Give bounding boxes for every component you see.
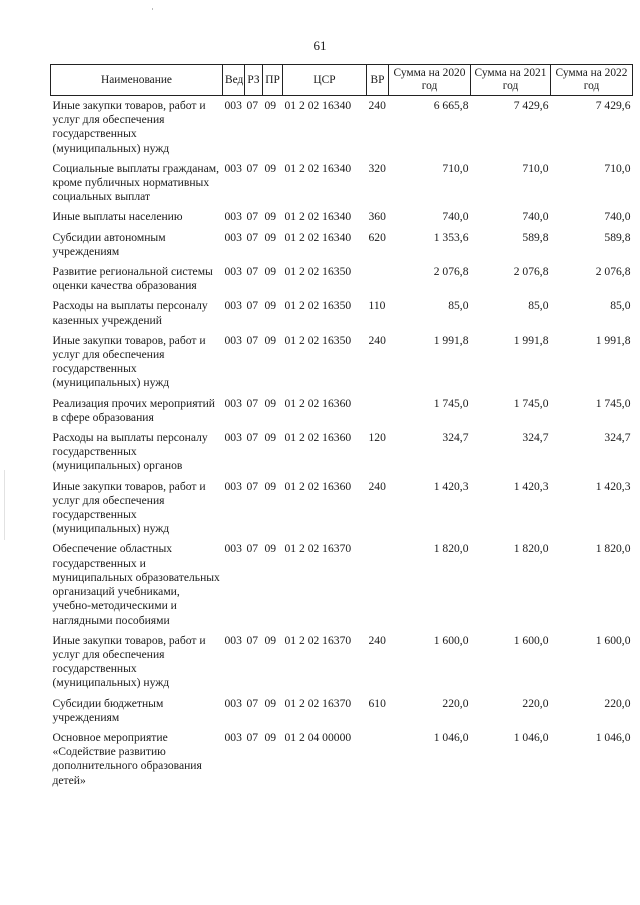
row-sum-2022: 324,7: [604, 431, 631, 445]
row-ved: 003: [224, 479, 242, 493]
table-row: [51, 477, 633, 540]
row-name: Расходы на выплаты персоналу государственных (муниципальных) органов: [52, 431, 208, 473]
table-row: [51, 539, 633, 630]
row-sum-2022: 1 745,0: [595, 396, 631, 410]
row-ved: 003: [224, 730, 242, 744]
header-csr: ЦСР: [283, 65, 367, 96]
table-row: [51, 394, 633, 428]
row-ved: 003: [224, 431, 242, 445]
row-name: Иные закупки товаров, работ и услуг для обеспечения государственных (муниципальных) нужд: [52, 633, 206, 690]
row-name: Иные закупки товаров, работ и услуг для обеспечения государственных (муниципальных) нужд: [52, 333, 206, 390]
row-pr: 09: [264, 633, 277, 647]
row-vr: 610: [368, 696, 386, 710]
row-sum-2022: 1 420,3: [595, 479, 631, 493]
table-row: [51, 96, 633, 159]
row-pr: 09: [264, 696, 277, 710]
row-sum-2021: 589,8: [522, 230, 549, 244]
row-name: Расходы на выплаты персоналу казенных учреждений: [52, 299, 208, 327]
row-sum-2021: 1 991,8: [513, 333, 549, 347]
row-rz: 07: [246, 479, 259, 493]
header-ved: Вед: [223, 65, 245, 96]
row-sum-2022: 1 046,0: [595, 730, 631, 744]
row-csr: 01 2 02 16370: [284, 542, 352, 556]
row-rz: 07: [246, 730, 259, 744]
row-sum-2020: 2 076,8: [433, 265, 469, 279]
row-sum-2022: 7 429,6: [595, 99, 631, 112]
row-vr: [367, 539, 389, 630]
row-sum-2021: 1 600,0: [513, 633, 549, 647]
row-name: Основное мероприятие «Содействие развитию дополнительного образования детей»: [52, 730, 202, 787]
row-sum-2020: 85,0: [448, 299, 469, 313]
row-vr: [367, 262, 389, 296]
row-rz: 07: [246, 230, 259, 244]
row-ved: 003: [224, 633, 242, 647]
row-sum-2020: 1 991,8: [433, 333, 469, 347]
row-ved: 003: [224, 696, 242, 710]
row-ved: 003: [224, 542, 242, 556]
row-pr: 09: [264, 161, 277, 175]
row-sum-2021: 710,0: [522, 161, 549, 175]
row-sum-2022: 710,0: [604, 161, 631, 175]
table-row: [51, 728, 633, 791]
row-sum-2021: 220,0: [522, 696, 549, 710]
row-sum-2020: 1 820,0: [433, 542, 469, 556]
row-csr: 01 2 02 16370: [284, 696, 352, 710]
row-ved: 003: [224, 265, 242, 279]
row-csr: 01 2 02 16360: [284, 396, 352, 410]
row-sum-2021: 740,0: [522, 210, 549, 224]
table-row: [51, 296, 633, 330]
row-vr: [367, 394, 389, 428]
row-csr: 01 2 02 16340: [284, 210, 352, 224]
row-csr: 01 2 04 00000: [284, 730, 352, 744]
row-sum-2020: 220,0: [442, 696, 469, 710]
row-name: Иные закупки товаров, работ и услуг для обеспечения государственных (муниципальных) нужд: [52, 99, 206, 155]
row-sum-2021: 1 745,0: [513, 396, 549, 410]
scan-speck: [152, 8, 153, 10]
row-sum-2020: 6 665,8: [433, 99, 469, 112]
header-sum-2021: Сумма на 2021 год: [471, 65, 551, 96]
header-name: Наименование: [51, 65, 223, 96]
row-sum-2020: 1 353,6: [433, 230, 469, 244]
page-number: 61: [313, 38, 327, 53]
row-name: Развитие региональной системы оценки качества образования: [52, 265, 213, 293]
row-csr: 01 2 02 16360: [284, 431, 352, 445]
row-rz: 07: [246, 99, 259, 112]
row-rz: 07: [246, 696, 259, 710]
row-vr: 240: [368, 633, 386, 647]
row-vr: 240: [368, 479, 386, 493]
table-row: [51, 228, 633, 262]
row-pr: 09: [264, 730, 277, 744]
table-row: [51, 631, 633, 694]
row-vr: 620: [368, 230, 386, 244]
row-sum-2022: 1 820,0: [595, 542, 631, 556]
row-csr: 01 2 02 16350: [284, 333, 352, 347]
row-sum-2020: 1 600,0: [433, 633, 469, 647]
row-rz: 07: [246, 265, 259, 279]
row-csr: 01 2 02 16360: [284, 479, 352, 493]
row-pr: 09: [264, 431, 277, 445]
row-ved: 003: [224, 161, 242, 175]
scan-speck: [4, 470, 5, 540]
row-vr: 240: [368, 333, 386, 347]
row-rz: 07: [246, 333, 259, 347]
row-rz: 07: [246, 633, 259, 647]
row-rz: 07: [246, 299, 259, 313]
row-name: Обеспечение областных государственных и муниципальных образовательных организаций учебниками, учебно-методическими и наглядными пособиями: [52, 542, 220, 627]
row-csr: 01 2 02 16350: [284, 265, 352, 279]
row-sum-2022: 740,0: [604, 210, 631, 224]
row-pr: 09: [264, 479, 277, 493]
row-ved: 003: [224, 99, 242, 112]
row-sum-2021: 1 820,0: [513, 542, 549, 556]
row-rz: 07: [246, 396, 259, 410]
row-rz: 07: [246, 431, 259, 445]
row-vr: 360: [368, 210, 386, 224]
row-ved: 003: [224, 299, 242, 313]
row-csr: 01 2 02 16370: [284, 633, 352, 647]
row-rz: 07: [246, 161, 259, 175]
header-sum-2020: Сумма на 2020 год: [389, 65, 471, 96]
row-csr: 01 2 02 16350: [284, 299, 352, 313]
row-pr: 09: [264, 333, 277, 347]
table-row: [51, 694, 633, 728]
table-header-row: [51, 65, 633, 96]
header-pr: ПР: [263, 65, 283, 96]
row-rz: 07: [246, 542, 259, 556]
row-vr: 120: [368, 431, 386, 445]
header-sum-2022: Сумма на 2022 год: [551, 65, 633, 96]
row-sum-2022: 1 600,0: [595, 633, 631, 647]
table-row: [51, 207, 633, 227]
table-row: [51, 428, 633, 477]
row-rz: 07: [246, 210, 259, 224]
row-vr: [367, 728, 389, 791]
row-sum-2021: 2 076,8: [513, 265, 549, 279]
row-pr: 09: [264, 542, 277, 556]
row-sum-2022: 589,8: [604, 230, 631, 244]
header-rz: РЗ: [245, 65, 263, 96]
row-sum-2020: 1 046,0: [433, 730, 469, 744]
table-row: [51, 159, 633, 208]
row-vr: 320: [368, 161, 386, 175]
row-name: Субсидии автономным учреждениям: [52, 230, 166, 258]
table-row: [51, 331, 633, 394]
row-sum-2020: 710,0: [442, 161, 469, 175]
row-name: Иные закупки товаров, работ и услуг для обеспечения государственных (муниципальных) нужд: [52, 479, 206, 536]
row-pr: 09: [264, 299, 277, 313]
row-sum-2021: 1 420,3: [513, 479, 549, 493]
row-ved: 003: [224, 333, 242, 347]
row-sum-2021: 324,7: [522, 431, 549, 445]
row-pr: 09: [264, 230, 277, 244]
row-name: Реализация прочих мероприятий в сфере образования: [52, 396, 216, 424]
row-sum-2020: 324,7: [442, 431, 469, 445]
row-sum-2020: 740,0: [442, 210, 469, 224]
row-name: Субсидии бюджетным учреждениям: [52, 696, 164, 724]
row-csr: 01 2 02 16340: [284, 99, 352, 112]
row-vr: 240: [368, 99, 386, 112]
row-sum-2022: 1 991,8: [595, 333, 631, 347]
row-sum-2021: 1 046,0: [513, 730, 549, 744]
row-pr: 09: [264, 396, 277, 410]
row-pr: 09: [264, 99, 277, 112]
row-sum-2021: 7 429,6: [513, 99, 549, 112]
row-name: Социальные выплаты гражданам, кроме публичных нормативных социальных выплат: [52, 161, 219, 204]
row-csr: 01 2 02 16340: [284, 230, 352, 244]
row-sum-2020: 1 420,3: [433, 479, 469, 493]
row-ved: 003: [224, 230, 242, 244]
row-sum-2021: 85,0: [528, 299, 549, 313]
row-csr: 01 2 02 16340: [284, 161, 352, 175]
header-vr: ВР: [367, 65, 389, 96]
row-sum-2020: 1 745,0: [433, 396, 469, 410]
row-name: Иные выплаты населению: [52, 210, 183, 224]
row-pr: 09: [264, 265, 277, 279]
row-sum-2022: 85,0: [610, 299, 631, 313]
row-sum-2022: 220,0: [604, 696, 631, 710]
budget-table: [50, 64, 633, 791]
row-ved: 003: [224, 210, 242, 224]
row-ved: 003: [224, 396, 242, 410]
row-sum-2022: 2 076,8: [595, 265, 631, 279]
row-vr: 110: [368, 299, 386, 313]
table-row: [51, 262, 633, 296]
row-pr: 09: [264, 210, 277, 224]
